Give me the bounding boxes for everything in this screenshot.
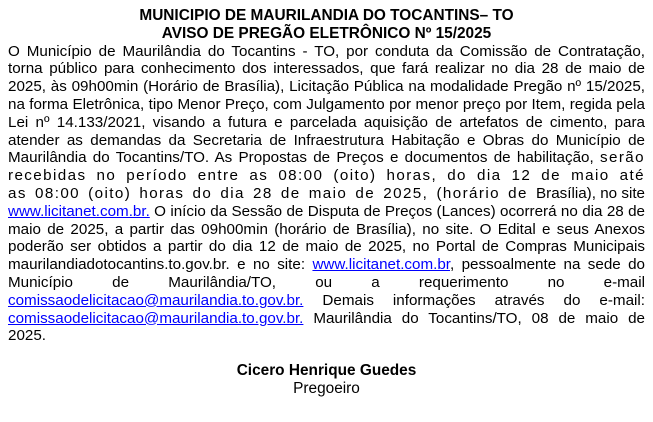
licitanet-link-1[interactable]: www.licitanet.com.br. [8,202,150,220]
body-text-segment: Demais informações através do e-mail: [303,291,645,309]
body-text-segment: O Município de Maurilândia do Tocantins - TO, por conduta da Comissão de Contratação, torna público para conhecimento dos interessados, que fará realizar no dia 28 de maio de 2025, às 09h00min (Horário de Brasília), Licitação Pública na modalidade Pregão nº 15/2025, na forma Eletrônica, tipo Menor Preço, com Julgamento por menor preço por Item, regida pela Lei nº 14.133/2021, visando a futura e parcelada aquisição de artefatos de cimento, para atender as demandas da Secretaria de Infraestrutura Habitação e Obras do Município de Maurilândia do Tocantins/TO. As Propostas de Preços e documentos de habilitação, [8,42,645,167]
email-link-2[interactable]: comissaodelicitacao@maurilandia.to.gov.br. [8,309,304,327]
document-subtitle: AVISO DE PREGÃO ELETRÔNICO Nº 15/2025 [161,24,492,42]
signatory-role: Pregoeiro [293,379,360,397]
body-text-segment-spaced: serão recebidas no período entre as 08:00 (oito) horas, do dia 12 de maio até as 08:00 (oito) horas do dia 28 de maio de 2025, (horário de [8,149,645,202]
body-text-segment: O início da Sessão de Disputa de Preços (Lances) ocorrerá no dia 28 de maio de 2025, a partir das 09h00min (horário de Brasília), no site. O Edital e seus Anexos poderão ser obtidos a partir do dia 12 de maio de 2025, no Portal de Compras Municipais maurilandiadotocantins.to.gov.br. e no site: [8,202,645,274]
notice-body [8,43,645,346]
licitanet-link-2[interactable]: www.licitanet.com.br [312,256,451,274]
body-text-segment: Maurilândia do Tocantins/TO, 08 de maio de 2025. [8,309,645,345]
signature-block [8,362,645,398]
signatory-name: Cicero Henrique Guedes [236,362,417,380]
document-header [8,7,645,43]
email-link-1[interactable]: comissaodelicitacao@maurilandia.to.gov.br. [8,291,304,309]
body-text-segment: , pessoalmente na sede do Município de Maurilândia/TO, ou a requerimento no e-mail [8,256,645,291]
body-text-segment: Brasília), no site [536,184,645,202]
document-title: MUNICIPIO DE MAURILANDIA DO TOCANTINS– TO [139,7,514,24]
